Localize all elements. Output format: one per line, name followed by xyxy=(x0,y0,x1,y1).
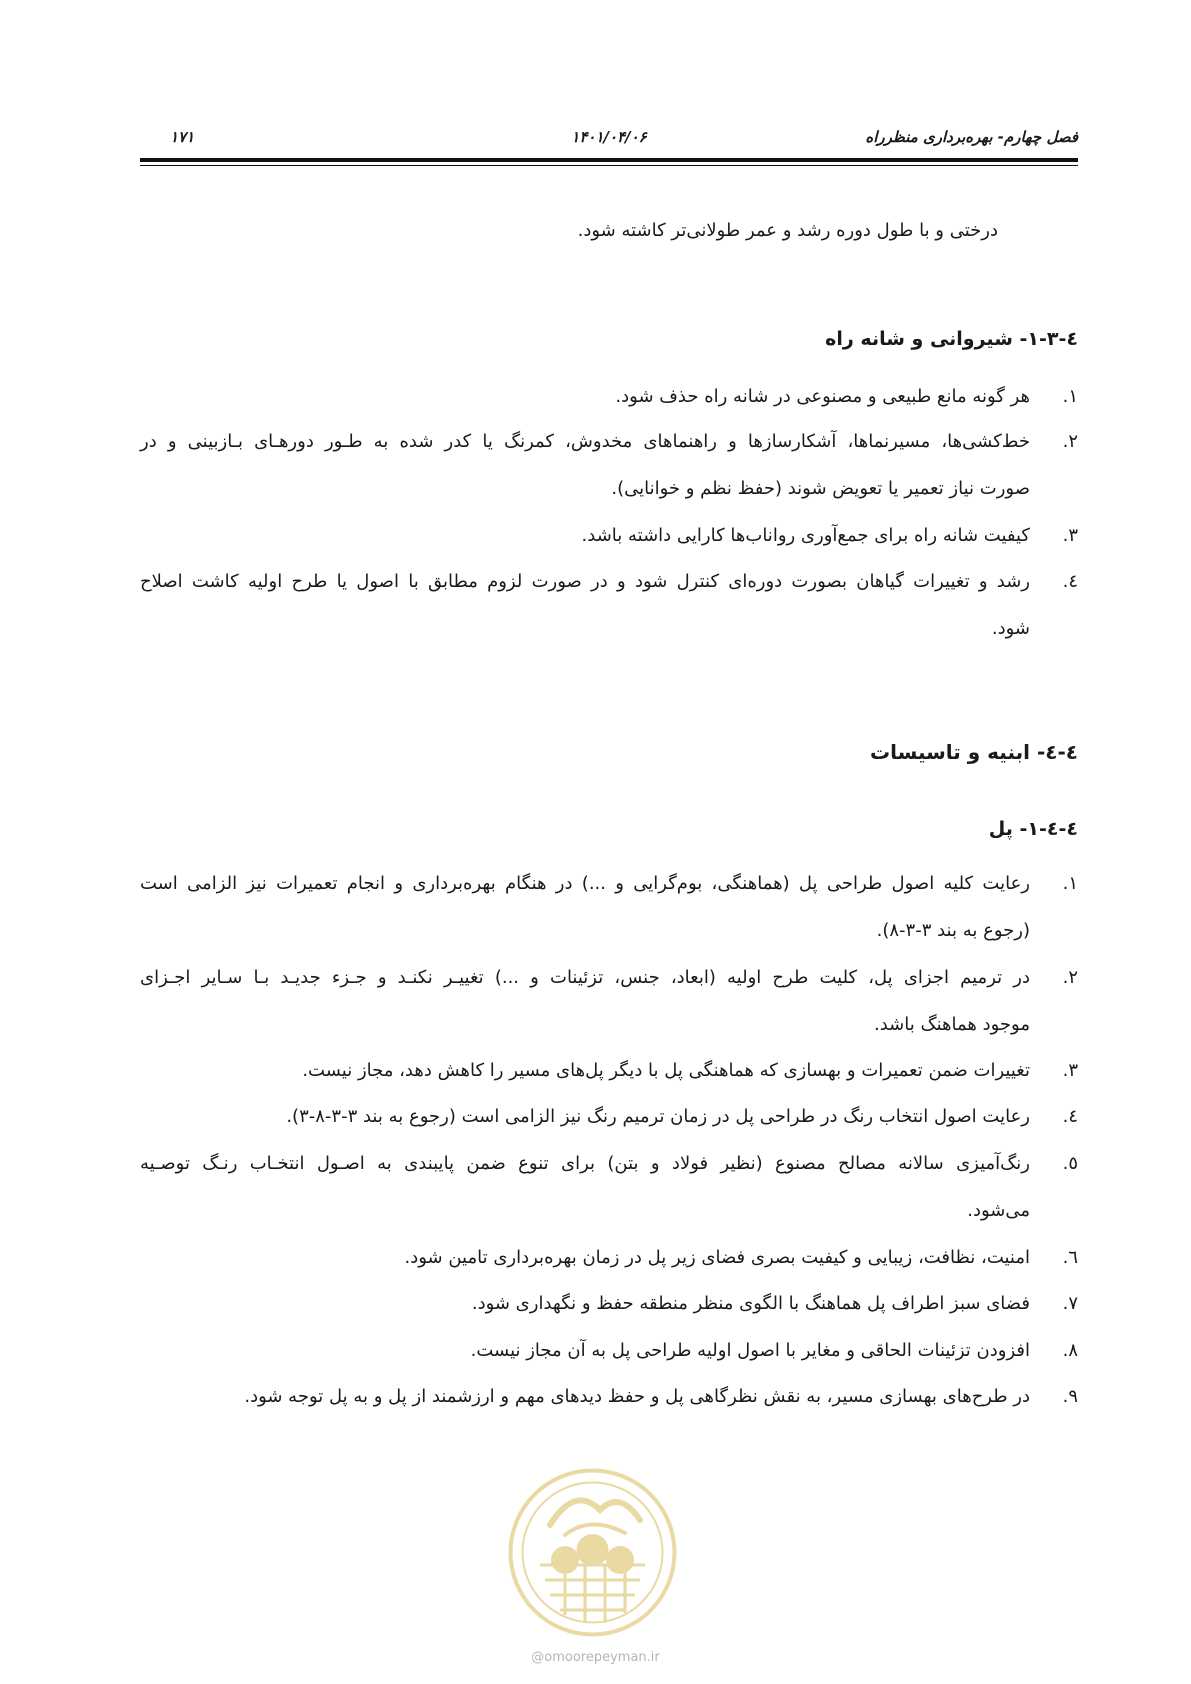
header-date: ۱۴۰۱/۰۴/۰۶ xyxy=(571,128,647,146)
watermark-seal-icon xyxy=(505,1465,680,1640)
page-number: ۱۷۱ xyxy=(170,128,195,146)
page-header xyxy=(140,128,1078,150)
document-page: فصل چهارم- بهره‌برداری منظرراه ۱۴۰۱/۰۴/۰۶ ۱۷۱ درختی و با طول دوره رشد و عمر طولانی‌تر کاشته شود. ٤-٣-١- شیروانی و شانه راه ١. هر گونه مانع طبیعی و مصنوعی در شانه راه حذف شود. ٢. خط‌کشی‌ها، مسیرنماها، آشکارسازها و راهنماهای مخدوش، کمرنگ یا کدر شده به طـور دورهـای بـازبینی و در صورت نیاز تعمیر یا تعویض شوند (حفظ نظم و خوانایی). ٣. کیفیت شانه راه برای جمع‌آوری رواناب‌ها کارایی داشته باشد. ٤. رشد و تغییرات گیاهان بصورت دوره‌ای کنترل شود و در صورت لزوم مطابق با اصول یا طرح اولیه کاشت اصلاح شود. ٤-٤- ابنیه و تاسیسات ٤-٤-١- پل ١. رعایت کلیه اصول طراحی پل (هماهنگی، بوم‌گرایی و ...) در هنگام بهره‌برداری و انجام تعمیرات نیز الزامی است (رجوع به بند ٣-٣-٨). ٢. در ترمیم اجزای پل، کلیت طرح اولیه (ابعاد، جنس، تزئینات و ...) تغییـر نکنـد و جـزء جدیـد بـا سـایر اجـزای موجود هماهنگ باشد. ٣. تغییرات ضمن تعمیرات و بهسازی که هماهنگی پل با دیگر پل‌های مسیر را کاهش دهد، مجاز نیست. ٤. رعایت اصول انتخاب رنگ در طراحی پل در زمان ترمیم رنگ نیز الزامی است (رجوع به بند ٣-٣-٨-٣). ٥. رنگ‌آمیزی سالانه مصالح مصنوع (نظیر فولاد و بتن) برای تنوع ضمن پایبندی به اصـول انتخـاب رنـگ توصـیه می‌شود. ٦. امنیت، نظافت، زیبایی و کیفیت بصری فضای زیر پل در زمان بهره‌برداری تامین شود. ٧. فضای سبز اطراف پل هماهنگ با الگوی منظر منطقه حفظ و نگهداری شود. ٨. افزودن تزئینات الحاقی و مغایر با اصول اولیه طراحی پل به آن مجاز نیست. ٩. در طرح‌های بهسازی مسیر، به نقش نظرگاهی پل و حفظ دیدهای مهم و ارزشمند از پل و به پل توجه شود. @omoorepeyman.ir xyxy=(0,0,1191,1684)
header-rule-thin xyxy=(140,165,1078,166)
header-rule-thick xyxy=(140,158,1078,162)
chapter-title: فصل چهارم- بهره‌برداری منظرراه xyxy=(865,128,1078,146)
watermark-site: @omoorepeyman.ir xyxy=(531,1650,660,1665)
